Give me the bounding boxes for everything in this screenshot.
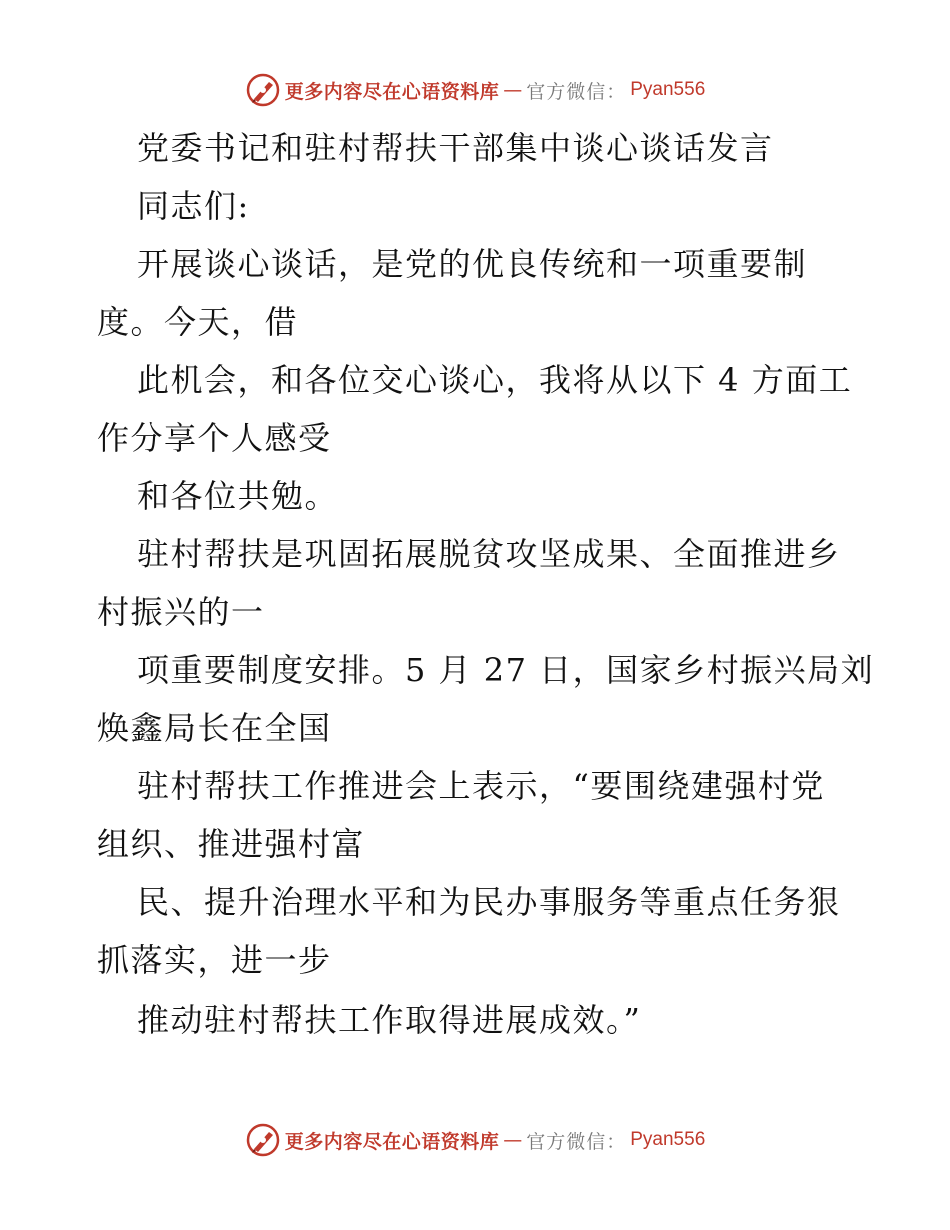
text-line: 焕鑫局长在全国	[97, 709, 332, 747]
text-line: 村振兴的一	[97, 593, 265, 631]
watermark-wechat-label: 官方微信：	[526, 1130, 627, 1153]
text-line: 驻村帮扶是巩固拓展脱贫攻坚成果、全面推进乡	[137, 535, 841, 573]
text-line: 驻村帮扶工作推进会上表示，“要围绕建强村党	[137, 767, 825, 805]
footer-watermark	[0, 1120, 950, 1160]
text-line: 民、提升治理水平和为民办事服务等重点任务狠	[137, 883, 841, 921]
text-line: 作分享个人感受	[97, 419, 332, 457]
watermark-main-text: 更多内容尽在心语资料库	[284, 80, 500, 103]
text-line: 推动驻村帮扶工作取得进展成效。”	[137, 1001, 642, 1039]
text-line: 和各位共勉。	[137, 477, 339, 515]
watermark-wechat-id: Pyan556	[630, 1129, 706, 1150]
watermark-dash: —	[503, 79, 523, 101]
watermark-main-text: 更多内容尽在心语资料库	[284, 1130, 500, 1153]
watermark-inner	[245, 1122, 706, 1158]
text-line: 度。今天，借	[97, 303, 299, 341]
text-line: 开展谈心谈话，是党的优良传统和一项重要制	[137, 245, 808, 283]
salutation: 同志们:	[137, 187, 250, 225]
document-title: 党委书记和驻村帮扶干部集中谈心谈话发言	[137, 129, 774, 167]
pen-logo-icon	[245, 1122, 281, 1158]
text-line: 抓落实，进一步	[97, 941, 332, 979]
text-line: 项重要制度安排。5 月 27 日，国家乡村振兴局刘	[137, 651, 875, 689]
text-line: 组织、推进强村富	[97, 825, 366, 863]
watermark-dash: —	[503, 1129, 523, 1151]
text-line: 此机会，和各位交心谈心，我将从以下 4 方面工	[137, 361, 853, 399]
watermark-wechat-id: Pyan556	[630, 79, 706, 100]
watermark-wechat-label: 官方微信：	[526, 80, 627, 103]
